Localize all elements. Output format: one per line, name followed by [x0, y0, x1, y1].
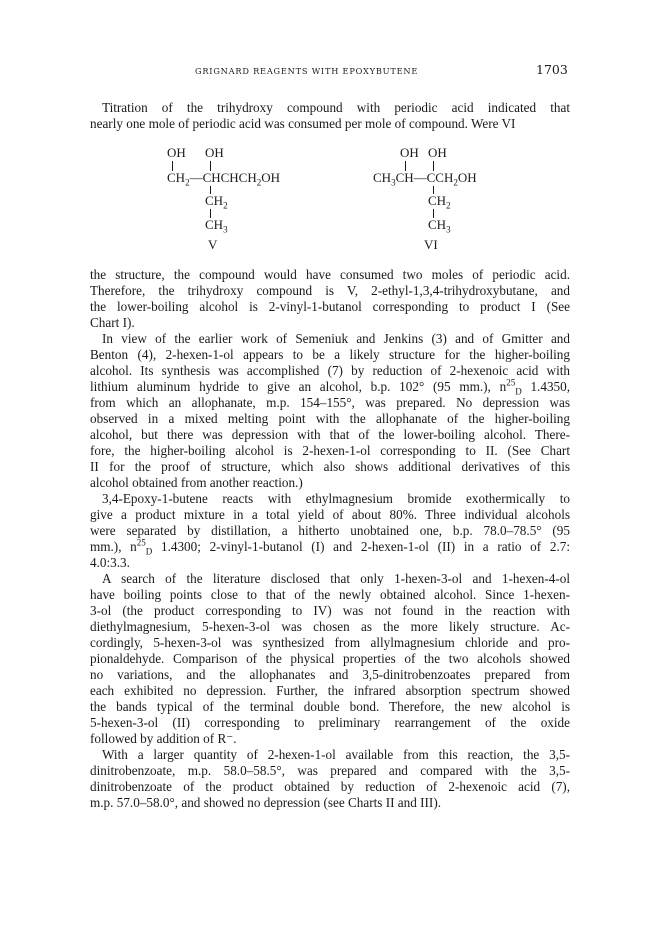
formula-oh-left: OH — [400, 145, 419, 160]
formula-branch-ch2: $CH_2$ — [205, 193, 228, 211]
text-line: no variations, and the allophanates and 3,5-dinitrobenzoates prepared from — [90, 667, 570, 682]
text-line: alcohol. Its synthesis was accomplished (7) by reduction of 2-hexenoic acid with — [90, 363, 570, 378]
text-line: Titration of the trihydroxy compound with periodic acid indicated that — [102, 100, 570, 115]
text-line-refractive-index: lithium aluminum hydride to give an alcohol, b.p. 102° (95 mm.), $n^{25}_D$ 1.4350, — [90, 377, 571, 397]
text-line: Benton (4), 2-hexen-1-ol appears to be a likely structure for the higher-boiling — [90, 347, 570, 362]
page-number: 1703 — [536, 62, 568, 77]
text-line: followed by addition of R⁻. — [90, 731, 237, 746]
text-line: fore, the higher-boiling alcohol is 2-hexen-1-ol corresponding to II. (See Chart — [90, 443, 570, 458]
paragraph-3 — [90, 491, 570, 571]
text-line: cordingly, 5-hexen-3-ol was synthesized from allylmagnesium chloride and pro- — [90, 635, 570, 650]
formula-branch-ch3: $CH_3$ — [428, 217, 451, 235]
text-line: 3-ol (the product corresponding to IV) was not found in the reaction with — [90, 603, 570, 618]
text-line: have boiling points close to that of the newly obtained alcohol. Since 1-hexen- — [90, 587, 570, 602]
formula-oh-right: OH — [205, 145, 224, 160]
text-line: give a product mixture in a total yield of about 80%. Three individual alcohols — [90, 507, 570, 522]
text-line: With a larger quantity of 2-hexen-1-ol available from this reaction, the 3,5- — [102, 747, 570, 762]
formula-main-chain: $CH_2—CHCHCH_2OH$ — [167, 170, 281, 188]
text-line: Chart I). — [90, 315, 135, 330]
text-line: II for the proof of structure, which also shows additional derivatives of this — [90, 459, 570, 474]
text-line: observed in a mixed melting point with the allophanate of the higher-boiling — [90, 411, 570, 426]
structural-formula-vi — [373, 146, 533, 266]
text-line: from which an allophanate, m.p. 154–155°, was prepared. No depression was — [90, 395, 570, 410]
text-line: were separated by distillation, a hitherto unobtained one, b.p. 78.0–78.5° (95 — [90, 523, 570, 538]
paragraph-4 — [90, 571, 570, 747]
text-line: diethylmagnesium, 5-hexen-3-ol was chosen as the more likely structure. Ac- — [90, 619, 570, 634]
formula-branch-ch2: $CH_2$ — [428, 193, 451, 211]
intro-paragraph — [90, 100, 570, 132]
text-line: nearly one mole of periodic acid was consumed per mole of compound. Were VI — [90, 116, 516, 131]
text-line: m.p. 57.0–58.0°, and showed no depression (see Charts II and III). — [90, 795, 442, 810]
text-line-refractive-index: mm.), $n^{25}_D$ 1.4300; 2-vinyl-1-butanol (I) and 2-hexen-1-ol (II) in a ratio of 2.7: — [90, 537, 570, 557]
formula-label-v: V — [208, 237, 218, 252]
formula-oh-left: OH — [167, 145, 186, 160]
paragraph-5 — [90, 747, 570, 811]
text-line: each exhibited no depression. Further, the infrared absorption spectrum showed — [90, 683, 570, 698]
text-line: dinitrobenzoate, m.p. 58.0–58.5°, was prepared and compared with the 3,5- — [90, 763, 570, 778]
running-header — [0, 62, 671, 82]
formula-branch-ch3: $CH_3$ — [205, 217, 228, 235]
text-line: alcohol obtained from another reaction.) — [90, 475, 303, 490]
text-line: Therefore, the trihydroxy compound is V, 2-ethyl-1,3,4-trihydroxybutane, and — [90, 283, 570, 298]
text-line: 5-hexen-3-ol (II) corresponding to preliminary rearrangement of the oxide — [90, 715, 570, 730]
running-title: GRIGNARD REAGENTS WITH EPOXYBUTENE — [195, 66, 419, 76]
text-line: A search of the literature disclosed that only 1-hexen-3-ol and 1-hexen-4-ol — [102, 571, 570, 586]
paragraph-1 — [90, 267, 570, 331]
paragraph-2 — [90, 331, 570, 491]
text-line: alcohol, but there was depression with that of the lower-boiling alcohol. There- — [90, 427, 570, 442]
structural-formula-v — [167, 146, 327, 266]
text-line: the lower-boiling alcohol is 2-vinyl-1-butanol corresponding to product I (See — [90, 299, 570, 314]
text-line: pionaldehyde. Comparison of the physical properties of the two alcohols showed — [90, 651, 570, 666]
text-line: 3,4-Epoxy-1-butene reacts with ethylmagnesium bromide exothermically to — [102, 491, 570, 506]
text-line: 4.0:3.3. — [90, 555, 130, 570]
text-line: dinitrobenzoate of the product obtained by reduction of 2-hexenoic acid (7), — [90, 779, 570, 794]
text-line: the structure, the compound would have consumed two moles of periodic acid. — [90, 267, 570, 282]
text-line: the bands typical of the terminal double bond. Therefore, the new alcohol is — [90, 699, 570, 714]
formula-main-chain: $CH_3CH—CCH_2OH$ — [373, 170, 477, 188]
formula-label-vi: VI — [424, 237, 438, 252]
formula-oh-right: OH — [428, 145, 447, 160]
text-line: In view of the earlier work of Semeniuk and Jenkins (3) and of Gmitter and — [102, 331, 570, 346]
